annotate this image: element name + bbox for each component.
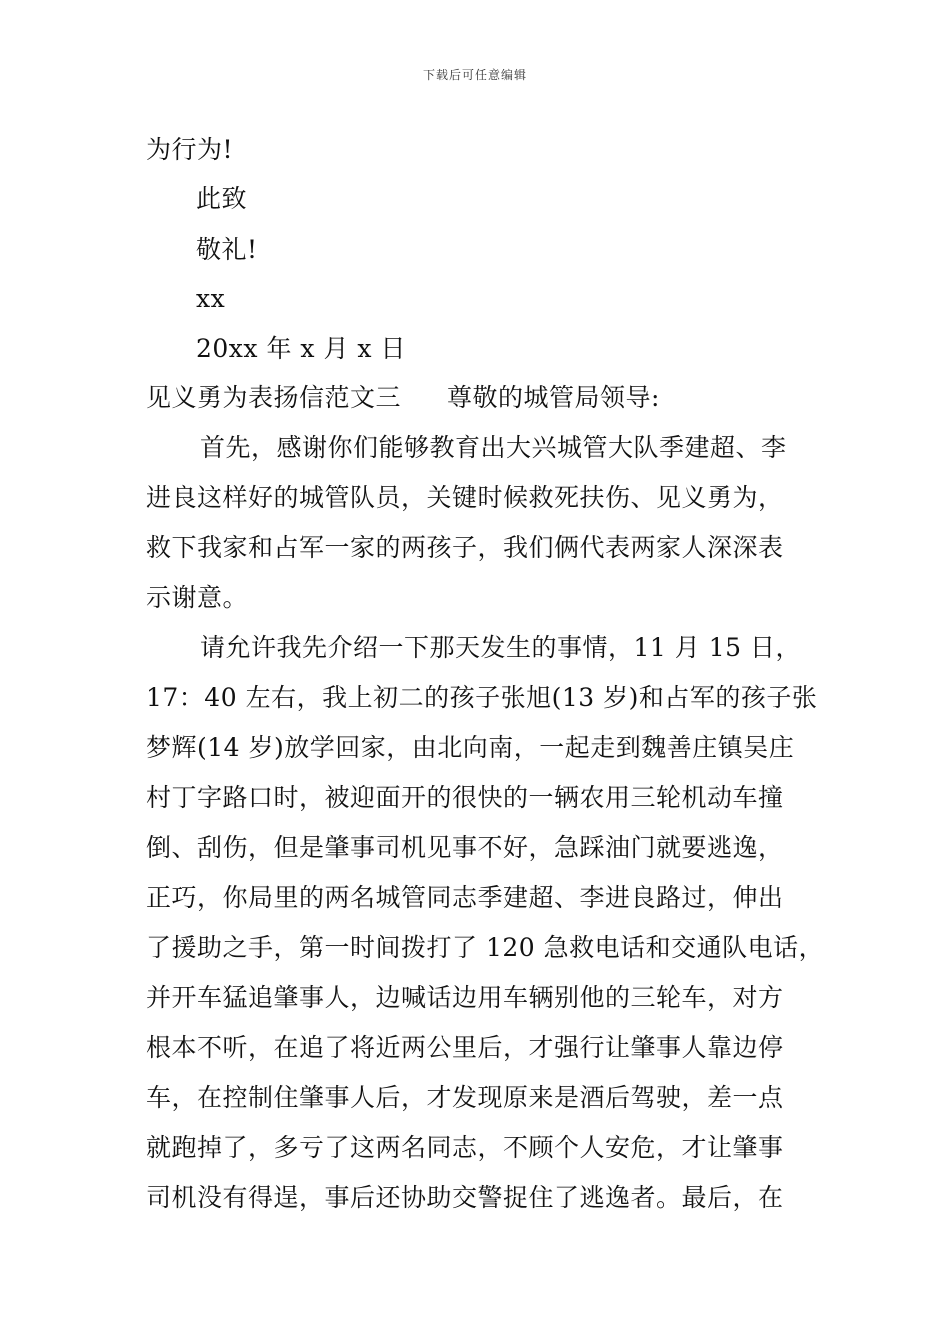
paragraph-line: 村丁字路口时，被迎面开的很快的一辆农用三轮机动车撞 [146,783,784,812]
paragraph-line: 示谢意。 [146,583,249,612]
section-heading [146,383,660,413]
closing-salute-2: 敬礼! [196,235,258,264]
paragraph-line: 根本不听，在追了将近两公里后，才强行让肇事人靠边停 [146,1033,784,1062]
paragraph-line: 救下我家和占军一家的两孩子，我们俩代表两家人深深表 [146,533,784,562]
paragraph-line: 进良这样好的城管队员，关键时候救死扶伤、见义勇为， [146,483,784,512]
section-greeting: 尊敬的城管局领导: [447,383,660,412]
section-title: 见义勇为表扬信范文三 [146,383,402,412]
paragraph-line: 17：40 左右，我上初二的孩子张旭(13 岁)和占军的孩子张 [146,683,818,712]
signature: xx [196,284,226,313]
page-header: 下载后可任意编辑 [422,68,527,82]
paragraph-line: 请允许我先介绍一下那天发生的事情，11 月 15 日， [200,633,801,662]
paragraph-line: 了援助之手，第一时间拨打了 120 急救电话和交通队电话， [146,933,825,962]
closing-salute-1: 此致 [196,184,248,213]
paragraph-line: 就跑掉了，多亏了这两名同志，不顾个人安危，才让肇事 [146,1133,784,1162]
paragraph-line: 车，在控制住肇事人后，才发现原来是酒后驾驶，差一点 [146,1083,784,1112]
closing-tail: 为行为! [146,135,234,164]
date: 20xx 年 x 月 x 日 [196,334,406,363]
paragraph-line: 并开车猛追肇事人，边喊话边用车辆别他的三轮车，对方 [146,983,784,1012]
paragraph-line: 首先，感谢你们能够教育出大兴城管大队季建超、李 [200,433,787,462]
paragraph-line: 正巧，你局里的两名城管同志季建超、李进良路过，伸出 [146,883,784,912]
paragraph-line: 倒、刮伤，但是肇事司机见事不好，急踩油门就要逃逸， [146,833,784,862]
paragraph-line: 司机没有得逞，事后还协助交警捉住了逃逸者。最后，在 [146,1183,784,1212]
paragraph-line: 梦辉(14 岁)放学回家，由北向南，一起走到魏善庄镇吴庄 [146,733,795,762]
